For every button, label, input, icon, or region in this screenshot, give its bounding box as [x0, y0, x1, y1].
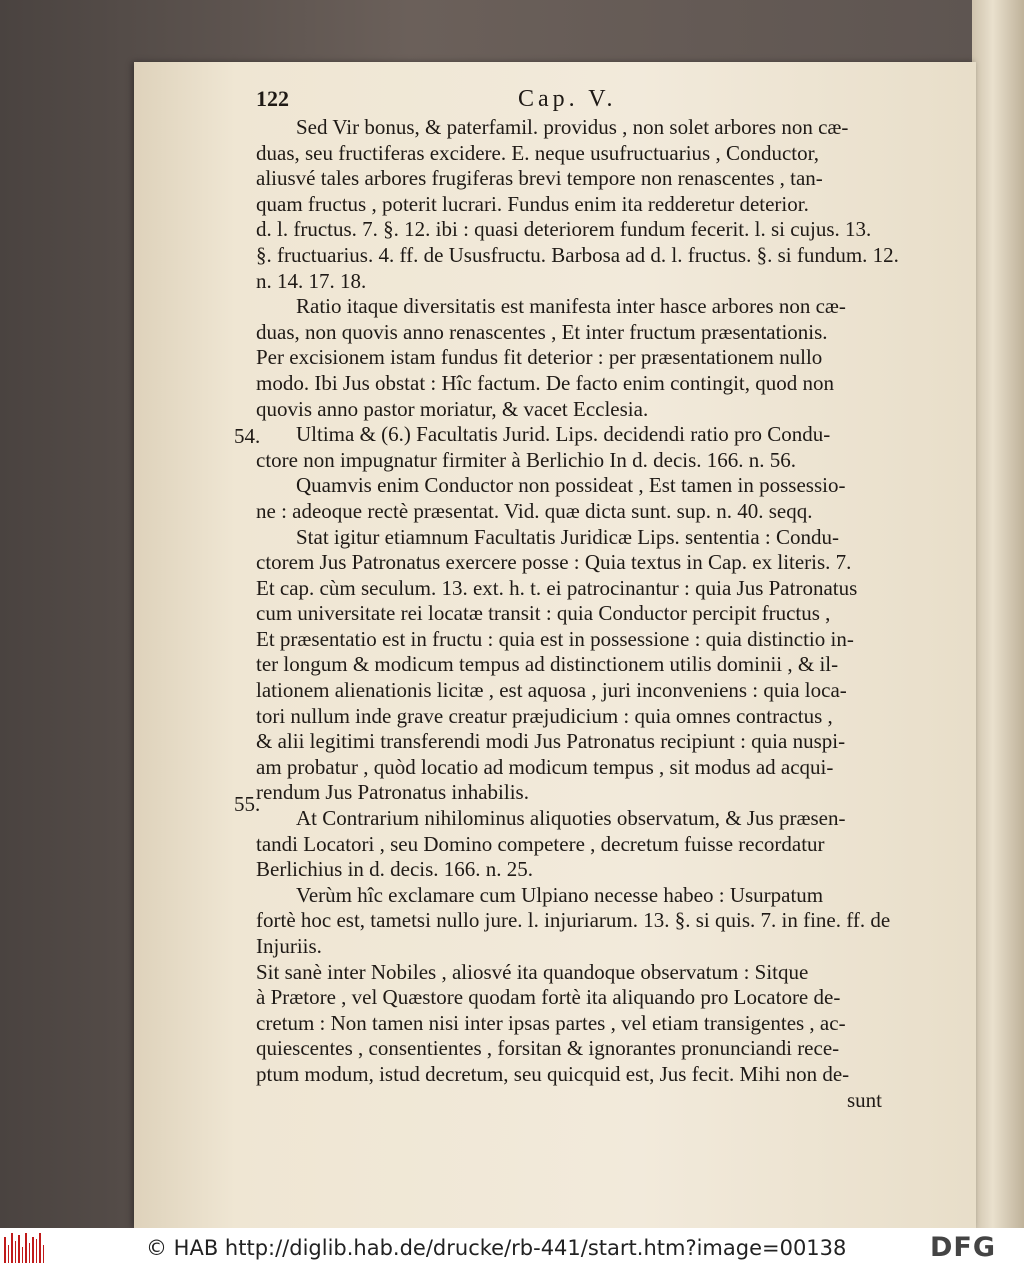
text-line: & alii legitimi transferendi modi Jus Patronatus recipiunt : quia nuspi- — [256, 729, 846, 754]
text-line: §. fructuarius. 4. ff. de Ususfructu. Barbosa ad d. l. fructus. §. si fundum. 12. — [256, 242, 899, 267]
text-line: Sit sanè inter Nobiles , aliosvé ita quandoque observatum : Sitque — [256, 959, 809, 984]
margin-number-55: 55. — [234, 792, 261, 816]
text-line: Et cap. cùm seculum. 13. ext. h. t. ei patrocinantur : quia Jus Patronatus — [256, 575, 858, 600]
page-body — [256, 115, 899, 1113]
text-line: rendum Jus Patronatus inhabilis. — [256, 780, 529, 805]
text-line: modo. Ibi Jus obstat : Hîc factum. De facto enim contingit, quod non — [256, 370, 834, 395]
page-number: 122 — [256, 86, 289, 111]
text-line: quiescentes , consentientes , forsitan & ignorantes pronunciandi rece- — [256, 1036, 840, 1061]
text-line: Ratio itaque diversitatis est manifesta inter hasce arbores non cæ- — [296, 294, 846, 319]
text-line: ne : adeoque rectè præsentat. Vid. quæ dicta sunt. sup. n. 40. seqq. — [256, 498, 813, 523]
text-line: Stat igitur etiamnum Facultatis Juridicæ Lips. sententia : Condu- — [296, 524, 840, 549]
text-line: cum universitate rei locatæ transit : quia Conductor percipit fructus , — [256, 601, 831, 626]
text-line: Sed Vir bonus, & paterfamil. providus , non solet arbores non cæ- — [296, 115, 849, 139]
chapter-heading: Cap. V. — [518, 86, 617, 112]
text-line: Ultima & (6.) Facultatis Jurid. Lips. decidendi ratio pro Condu- — [296, 422, 831, 447]
text-line: fortè hoc est, tametsi nullo jure. l. injuriarum. 13. §. si quis. 7. in fine. ff. de — [256, 908, 891, 933]
text-line: duas, non quovis anno renascentes , Et inter fructum præsentationis. — [256, 319, 828, 344]
margin-number-54: 54. — [234, 424, 261, 448]
text-line: Quamvis enim Conductor non possideat , Est tamen in possessio- — [296, 473, 846, 498]
dfg-logo: DFG — [930, 1232, 997, 1263]
copyright-credit[interactable]: © HAB http://diglib.hab.de/drucke/rb-441/start.htm?image=00138 — [146, 1236, 847, 1260]
text-line: Verùm hîc exclamare cum Ulpiano necesse habeo : Usurpatum — [296, 882, 824, 907]
text-line: Et præsentatio est in fructu : quia est in possessione : quia distinctio in- — [256, 626, 854, 651]
text-line: quam fructus , poterit lucrari. Fundus enim ita redderetur deterior. — [256, 191, 809, 216]
next-page-edge — [972, 0, 1024, 1228]
text-line: Berlichius in d. decis. 166. n. 25. — [256, 857, 534, 882]
text-line: tandi Locatori , seu Domino competere , decretum fuisse recordatur — [256, 831, 825, 856]
text-line: tori nullum inde grave creatur præjudicium : quia omnes contractus , — [256, 703, 833, 728]
text-line: duas, seu fructiferas excidere. E. neque usufructuarius , Conductor, — [256, 140, 820, 165]
text-line: sunt — [846, 1087, 882, 1112]
hab-barcode-icon — [4, 1233, 44, 1263]
text-line: ptum modum, istud decretum, seu quicquid est, Jus fecit. Mihi non de- — [256, 1061, 850, 1086]
text-line: Per excisionem istam fundus fit deterior : per præsentationem nullo — [256, 345, 823, 370]
text-line: ctorem Jus Patronatus exercere posse : Quia textus in Cap. ex literis. 7. — [256, 550, 852, 575]
page-header — [256, 86, 882, 116]
text-line: cretum : Non tamen nisi inter ipsas partes , vel etiam transigentes , ac- — [256, 1010, 846, 1035]
text-line: aliusvé tales arbores frugiferas brevi tempore non renascentes , tan- — [256, 166, 823, 191]
text-line: At Contrarium nihilominus aliquoties observatum, & Jus præsen- — [296, 806, 846, 831]
text-line: quovis anno pastor moriatur, & vacet Ecclesia. — [256, 396, 649, 421]
text-line: d. l. fructus. 7. §. 12. ibi : quasi deteriorem fundum fecerit. l. si cujus. 13. — [256, 217, 872, 242]
text-line: lationem alienationis licitæ , est aquosa , juri inconveniens : quia loca- — [256, 678, 847, 703]
text-line: n. 14. 17. 18. — [256, 268, 367, 293]
text-line: Injuriis. — [256, 934, 322, 958]
text-line: am probatur , quòd locatio ad modicum tempus , sit modus ad acqui- — [256, 754, 834, 779]
text-line: à Prætore , vel Quæstore quodam fortè ita aliquando pro Locatore de- — [256, 985, 841, 1010]
text-line: ter longum & modicum tempus ad distinctionem utilis dominii , & il- — [256, 652, 839, 677]
text-line: ctore non impugnatur firmiter à Berlichio In d. decis. 166. n. 56. — [256, 447, 797, 472]
